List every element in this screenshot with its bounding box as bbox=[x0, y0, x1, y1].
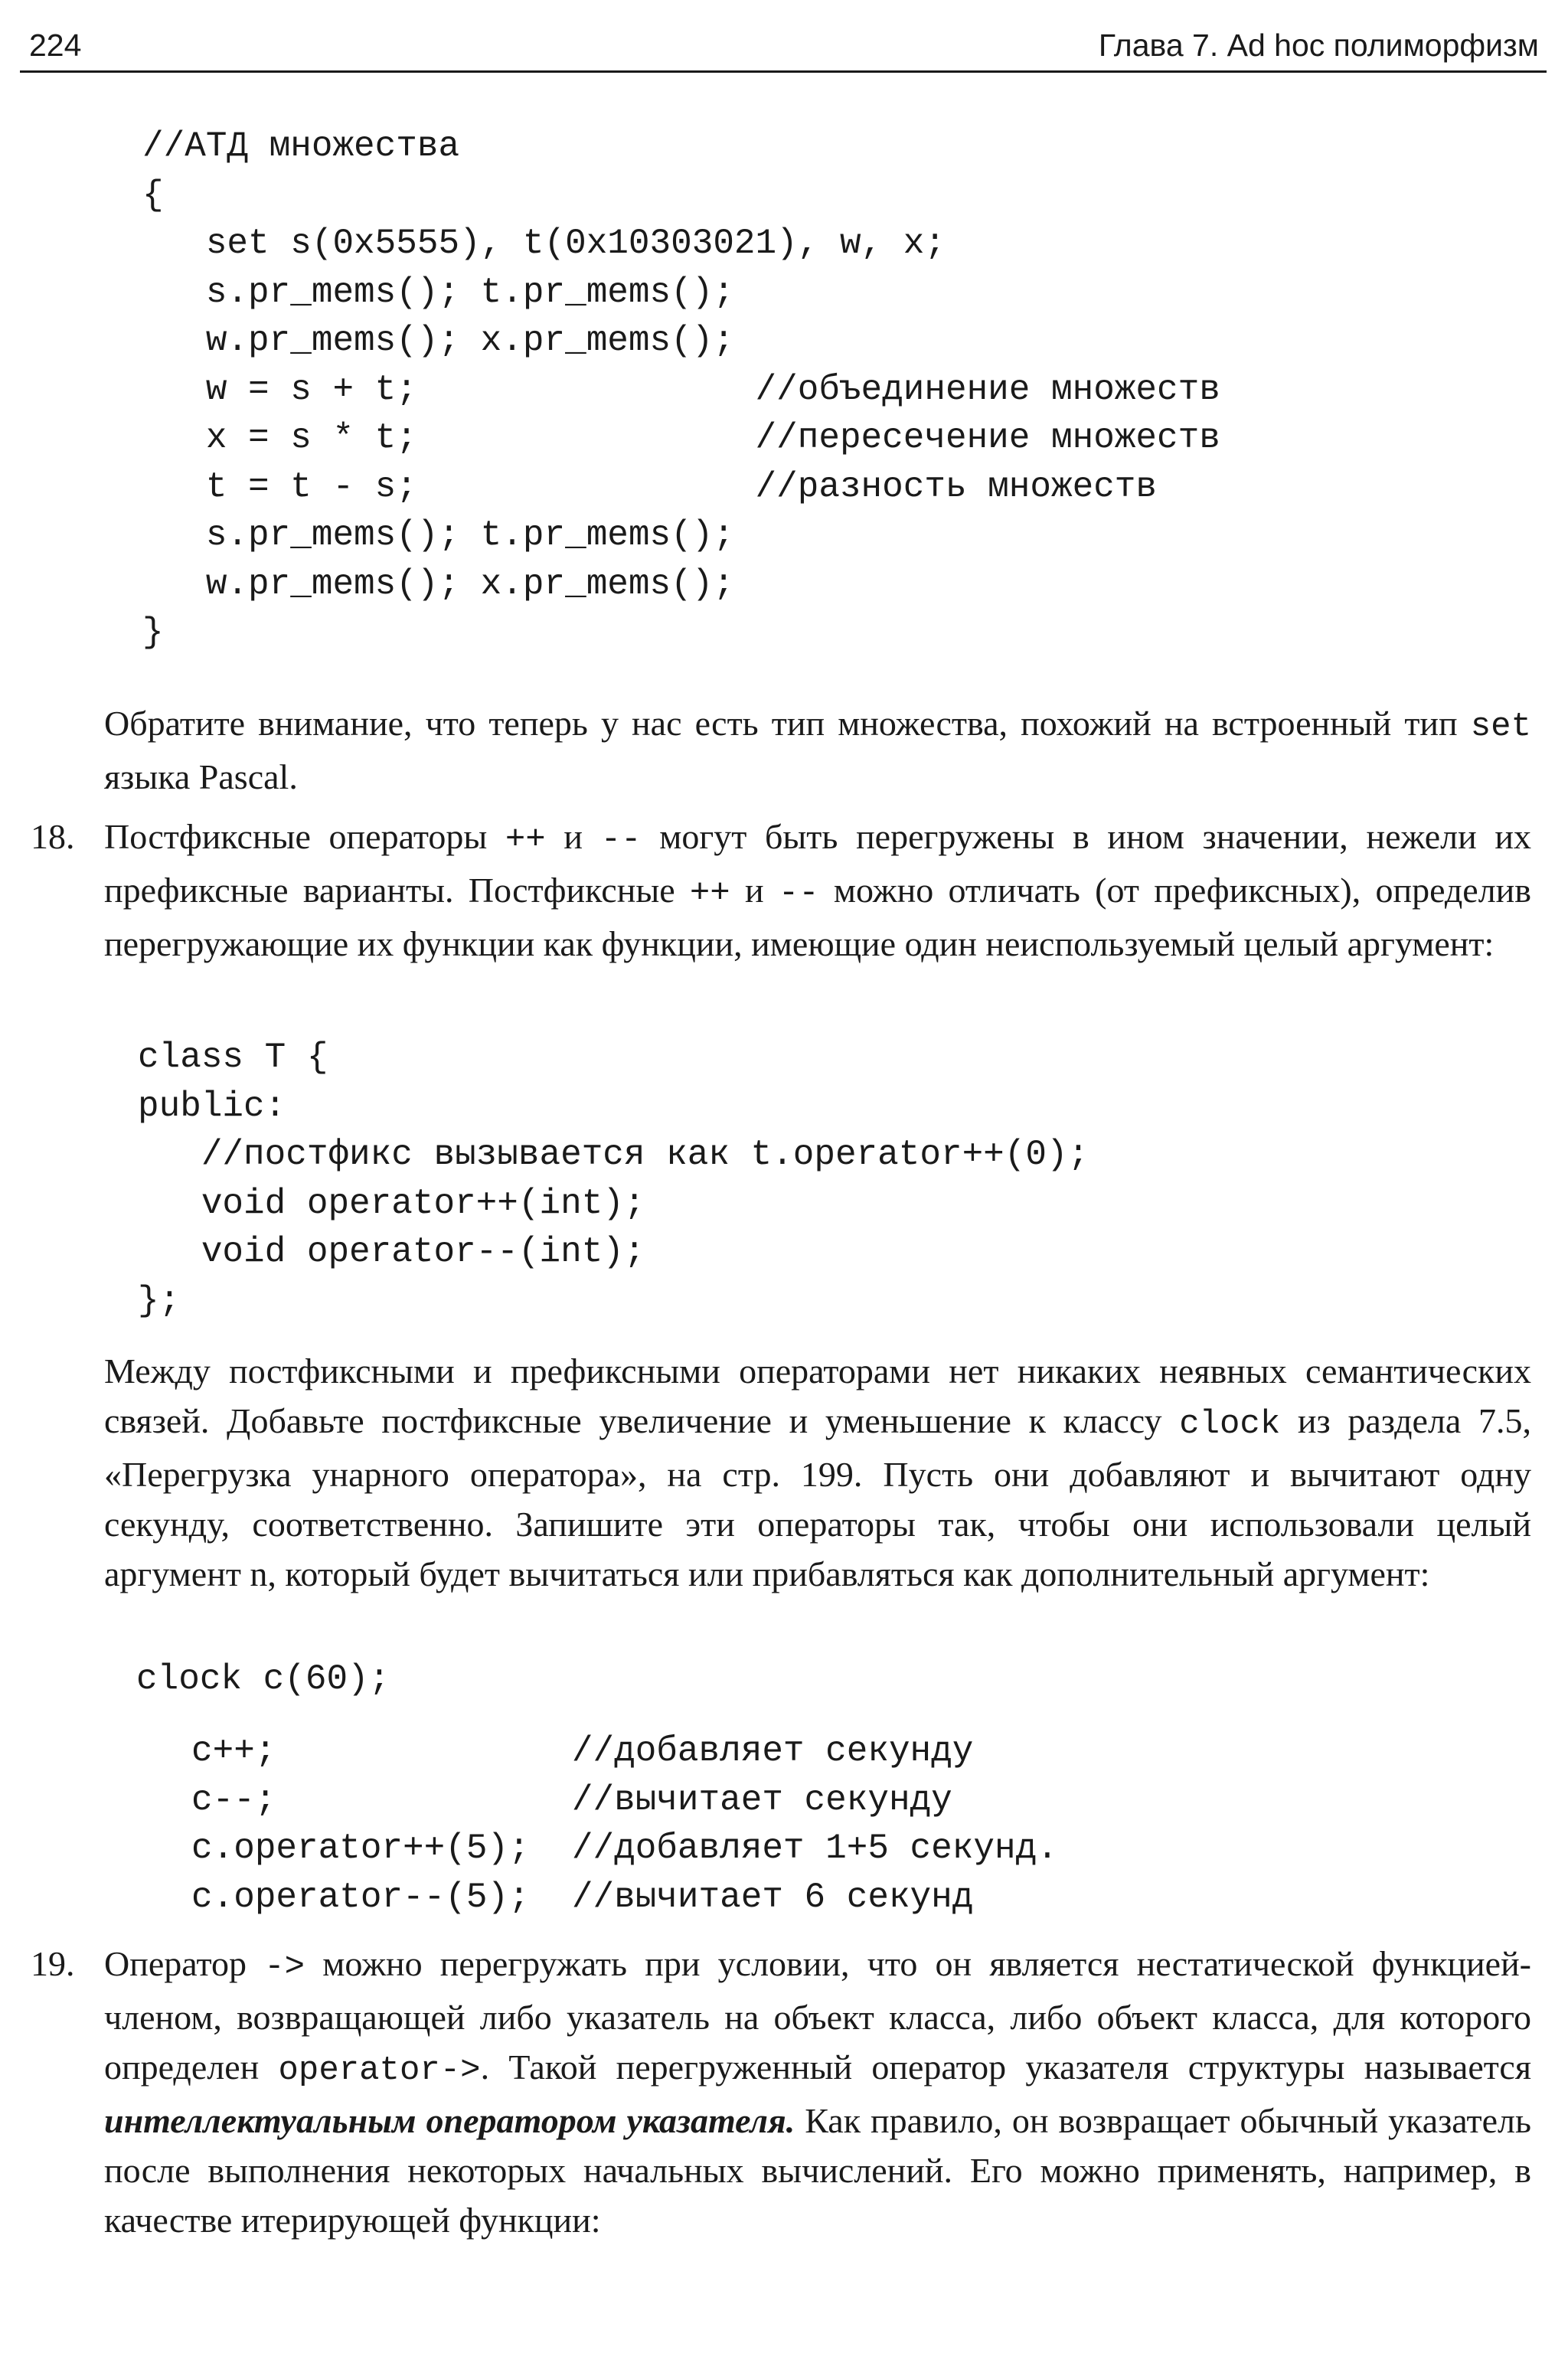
code-line: w = s + t; //объединение множеств bbox=[142, 369, 1220, 410]
code-block-clock-ops bbox=[191, 1727, 1058, 1922]
code-line: c.operator++(5); //добавляет 1+5 секунд. bbox=[191, 1828, 1058, 1868]
code-line: clock c(60); bbox=[136, 1659, 390, 1699]
item-19-paragraph: Оператор -> можно перегружать при условии, что он является нестатической функцией-членом, возвращающей либо указатель на объект класса, либо объект класса, для которого определен operator->. Такой перегруженный оператор указателя структуры называется интеллектуальным оператором указателя. Как правило, он возвращает обычный указатель после выполнения некоторых начальных вычислений. Его можно применять, например, в качестве итерирующей функции: bbox=[104, 1944, 1532, 2240]
code-line: w.pr_mems(); x.pr_mems(); bbox=[142, 321, 734, 361]
code-line: //АТД множества bbox=[142, 126, 460, 166]
inline-code: -- bbox=[778, 874, 819, 913]
chapter-title: Глава 7. Ad hoc полиморфизм bbox=[1098, 28, 1539, 63]
paragraph-set-note: Обратите внимание, что теперь у нас есть тип множества, похожий на встроенный тип set языка Pascal. bbox=[104, 704, 1531, 796]
code-line: { bbox=[142, 175, 164, 215]
inline-code: operator-> bbox=[278, 2051, 481, 2090]
inline-code: clock bbox=[1179, 1405, 1281, 1443]
inline-code: -- bbox=[600, 821, 642, 859]
item-18-paragraph-2: Между постфиксными и префиксными операторами нет никаких неявных семантических связей. Добавьте постфиксные увеличение и уменьшение к классу clock из раздела 7.5, «Перегрузка унарного оператора», на стр. 199. Пусть они добавляют и вычитают одну секунду, соответственно. Запишите эти операторы так, чтобы они использовали целый аргумент n, который будет вычитаться или прибавляться как дополнительный аргумент: bbox=[104, 1351, 1531, 1593]
code-line: w.pr_mems(); x.pr_mems(); bbox=[142, 564, 734, 604]
code-line: s.pr_mems(); t.pr_mems(); bbox=[142, 515, 734, 555]
inline-code: ++ bbox=[689, 874, 730, 913]
running-header bbox=[20, 25, 1547, 73]
code-line: c--; //вычитает секунду bbox=[191, 1779, 952, 1820]
code-line: public: bbox=[138, 1086, 286, 1126]
code-line: s.pr_mems(); t.pr_mems(); bbox=[142, 272, 734, 312]
code-line: //постфикс вызывается как t.operator++(0); bbox=[138, 1135, 1089, 1175]
item-number-19: 19. bbox=[31, 1944, 75, 1983]
code-line: set s(0x5555), t(0x10303021), w, x; bbox=[142, 224, 946, 263]
code-block-set-adt bbox=[142, 123, 1220, 658]
code-line-clock-decl bbox=[136, 1655, 390, 1704]
inline-code: ++ bbox=[505, 821, 546, 859]
code-line: void operator++(int); bbox=[138, 1183, 645, 1224]
inline-code: -> bbox=[264, 1948, 305, 1986]
code-line: c.operator--(5); //вычитает 6 секунд bbox=[191, 1877, 974, 1917]
code-line: class T { bbox=[138, 1038, 328, 1077]
code-line: }; bbox=[138, 1280, 181, 1321]
emphasized-term: интеллектуальным оператором указателя. bbox=[104, 2101, 795, 2140]
code-line: t = t - s; //разность множеств bbox=[142, 466, 1158, 507]
code-block-class-t bbox=[138, 1034, 1089, 1325]
item-18-paragraph-1: Постфиксные операторы ++ и -- могут быть перегружены в ином значении, нежели их префиксные варианты. Постфиксные ++ и -- можно отличать (от префиксных), определив перегружающие их функции как функции, имеющие один неиспользуемый целый аргумент: bbox=[104, 817, 1531, 963]
code-line: void operator--(int); bbox=[138, 1232, 645, 1272]
code-line: } bbox=[142, 613, 164, 652]
inline-code: set bbox=[1470, 708, 1531, 746]
code-line: x = s * t; //пересечение множеств bbox=[142, 418, 1220, 458]
page-number: 224 bbox=[29, 28, 82, 63]
item-number-18: 18. bbox=[31, 817, 75, 856]
code-line: c++; //добавляет секунду bbox=[191, 1731, 974, 1771]
